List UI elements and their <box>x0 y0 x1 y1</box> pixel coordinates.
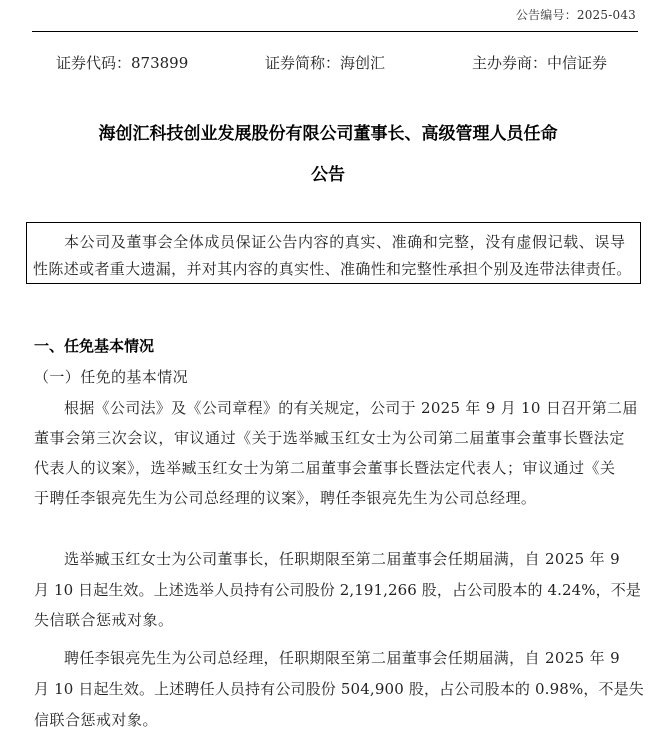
paragraph-line: 月 10 日起生效。上述聘任人员持有公司股份 504,900 股，占公司股本的 0.98%，不是失 <box>34 680 644 698</box>
sponsor-broker: 主办券商：中信证券 <box>472 54 608 72</box>
document-title: 海创汇科技创业发展股份有限公司董事长、高级管理人员任命 <box>98 124 558 144</box>
securities-abbreviation: 证券简称：海创汇 <box>265 54 386 72</box>
disclaimer-line: 本公司及董事会全体成员保证公告内容的真实、准确和完整，没有虚假记载、误导 <box>64 233 626 251</box>
paragraph-line: 董事会第三次会议，审议通过《关于选举臧玉红女士为公司第二届董事会董事长暨法定 <box>34 429 625 447</box>
paragraph-line: 代表人的议案》，选举臧玉红女士为第二届董事会董事长暨法定代表人；审议通过《关 <box>34 459 616 477</box>
disclaimer-line: 性陈述或者重大遗漏，并对其内容的真实性、准确性和完整性承担个别及连带法律责任。 <box>33 260 632 278</box>
paragraph-line: 聘任李银亮先生为公司总经理，任职期限至第二届董事会任期届满，自 2025 年 9 <box>64 649 621 667</box>
paragraph-line: 月 10 日起生效。上述选举人员持有公司股份 2,191,266 股，占公司股本的 4.24%，不是 <box>34 581 641 599</box>
header-rule <box>32 31 638 32</box>
section-heading: 一、任免基本情况 <box>34 337 155 355</box>
disclaimer-box <box>26 222 641 284</box>
notice-number: 公告编号：2025-043 <box>515 8 636 22</box>
paragraph-line: 失信联合惩戒对象。 <box>34 611 174 629</box>
securities-code: 证券代码：873899 <box>56 54 189 72</box>
subsection-heading: （一）任免的基本情况 <box>34 368 189 386</box>
paragraph-line: 信联合惩戒对象。 <box>34 711 159 729</box>
paragraph-line: 选举臧玉红女士为公司董事长，任职期限至第二届董事会任期届满，自 2025 年 9 <box>64 550 621 568</box>
paragraph-line: 于聘任李银亮先生为公司总经理的议案》，聘任李银亮先生为公司总经理。 <box>34 489 537 507</box>
securities-info <box>0 52 656 72</box>
document-title-suffix: 公告 <box>311 165 345 185</box>
paragraph-line: 根据《公司法》及《公司章程》的有关规定，公司于 2025 年 9 月 10 日召开第二届 <box>64 399 638 417</box>
